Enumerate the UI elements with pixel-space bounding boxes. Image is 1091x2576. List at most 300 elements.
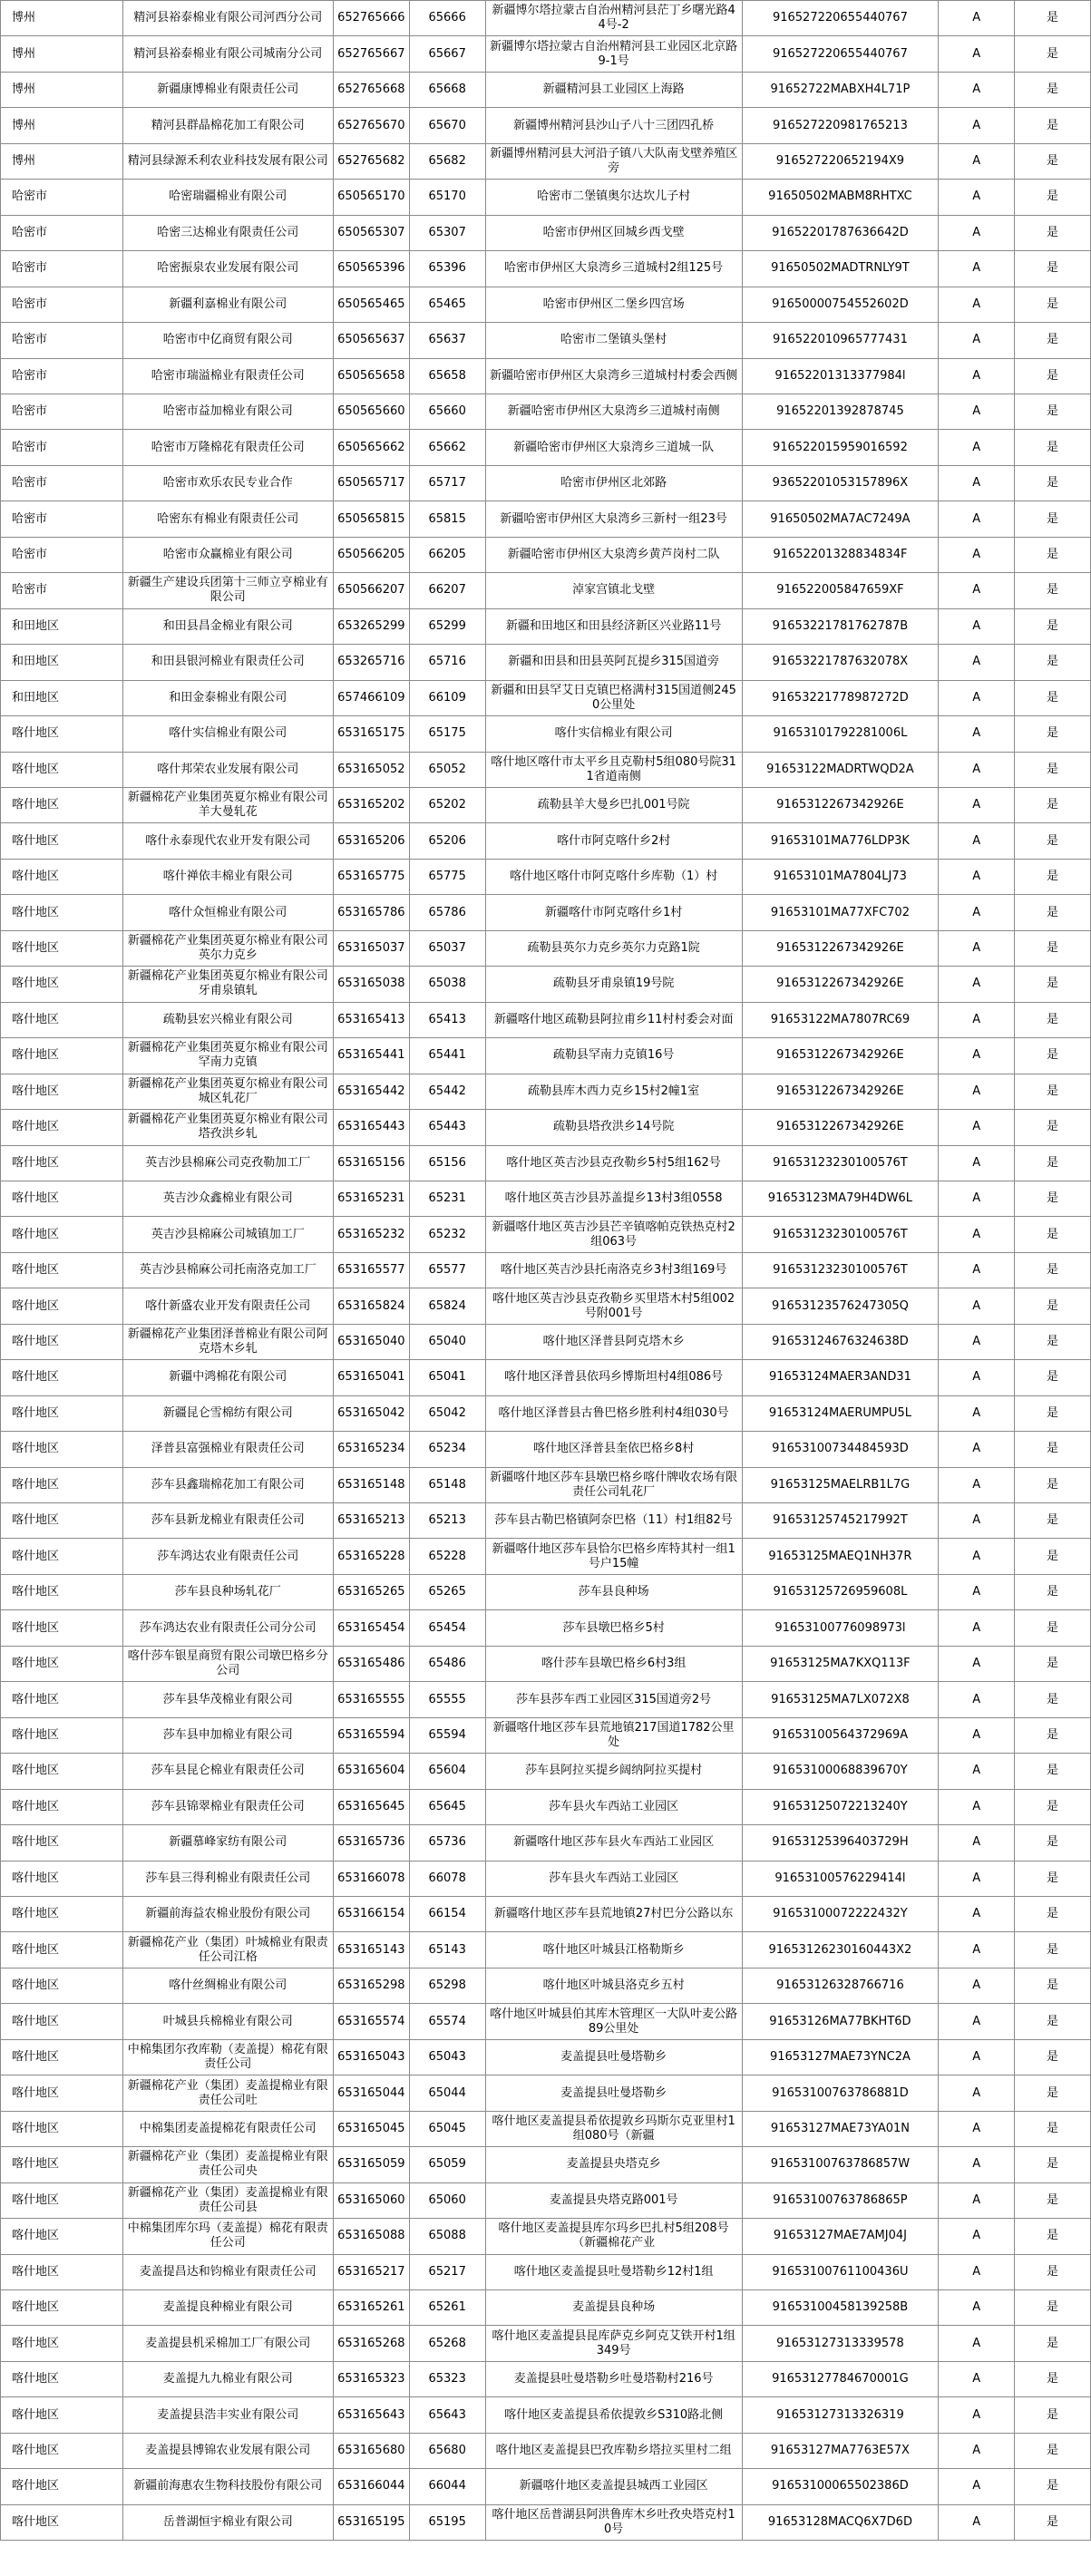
table-row	[1, 108, 1091, 143]
table-row	[1, 752, 1091, 787]
address-cell: 麦盖提县央塔克路001号	[485, 2182, 742, 2218]
region-cell: 博州	[1, 72, 123, 107]
code-cell: 653165443	[333, 1110, 409, 1145]
address-cell: 莎车县莎车西工业园区315国道旁2号	[485, 1682, 742, 1717]
short-code-cell: 65594	[409, 1717, 485, 1753]
company-name-cell: 新疆前海益农棉业股份有限公司	[122, 1897, 333, 1932]
code-cell: 653165195	[333, 2504, 409, 2540]
region-cell: 喀什地区	[1, 1968, 123, 2003]
address-cell: 莎车县火车西站工业园区	[485, 1789, 742, 1824]
flag-cell: 是	[1015, 2290, 1091, 2326]
region-cell: 喀什地区	[1, 2219, 123, 2254]
flag-cell: 是	[1015, 1432, 1091, 1467]
company-name-cell: 麦盖提县浩丰实业有限公司	[122, 2397, 333, 2433]
credit-code-cell: 91650502MA7AC7249A	[742, 501, 939, 537]
short-code-cell: 66205	[409, 537, 485, 572]
grade-cell: A	[939, 1324, 1015, 1359]
address-cell: 喀什地区麦盖提县希依提敦乡玛斯尔克亚里村1组080号（新疆	[485, 2111, 742, 2146]
short-code-cell: 65577	[409, 1252, 485, 1288]
flag-cell: 是	[1015, 752, 1091, 787]
short-code-cell: 65038	[409, 967, 485, 1002]
table-row	[1, 1110, 1091, 1145]
flag-cell: 是	[1015, 967, 1091, 1002]
region-cell: 博州	[1, 143, 123, 179]
credit-code-cell: 91650000754552602D	[742, 287, 939, 322]
flag-cell: 是	[1015, 2111, 1091, 2146]
table-row	[1, 1861, 1091, 1896]
code-cell: 653165143	[333, 1932, 409, 1968]
credit-code-cell: 91653100763786881D	[742, 2075, 939, 2111]
table-row	[1, 1610, 1091, 1646]
short-code-cell: 65441	[409, 1038, 485, 1074]
grade-cell: A	[939, 2147, 1015, 2182]
grade-cell: A	[939, 2290, 1015, 2326]
code-cell: 653165059	[333, 2147, 409, 2182]
company-name-cell: 新疆慕峰家纺有限公司	[122, 1825, 333, 1861]
credit-code-cell: 91653100072222432Y	[742, 1897, 939, 1932]
flag-cell: 是	[1015, 143, 1091, 179]
company-name-cell: 喀什莎车银星商贸有限公司墩巴格乡分公司	[122, 1646, 333, 1681]
code-cell: 653165045	[333, 2111, 409, 2146]
code-cell: 653165645	[333, 1789, 409, 1824]
credit-code-cell: 9165312267342926E	[742, 1074, 939, 1109]
grade-cell: A	[939, 358, 1015, 394]
address-cell: 新疆博州精河县沙山子八十三团四孔桥	[485, 108, 742, 143]
company-name-cell: 哈密瑞疆棉业有限公司	[122, 180, 333, 215]
code-cell: 652765667	[333, 36, 409, 72]
grade-cell: A	[939, 2111, 1015, 2146]
short-code-cell: 65645	[409, 1789, 485, 1824]
company-name-cell: 哈密市众赢棉业有限公司	[122, 537, 333, 572]
grade-cell: A	[939, 1074, 1015, 1109]
company-name-cell: 精河县群晶棉花加工有限公司	[122, 108, 333, 143]
address-cell: 莎车县古勒巴格镇阿奈巴格（11）村1组82号	[485, 1503, 742, 1539]
table-row	[1, 1968, 1091, 2003]
region-cell: 哈密市	[1, 537, 123, 572]
grade-cell: A	[939, 1717, 1015, 1753]
grade-cell: A	[939, 394, 1015, 429]
credit-code-cell: 91652201787636642D	[742, 215, 939, 250]
address-cell: 新疆喀什地区麦盖提县城西工业园区	[485, 2469, 742, 2504]
flag-cell: 是	[1015, 2504, 1091, 2540]
company-name-cell: 喀什永泰现代农业开发有限公司	[122, 823, 333, 859]
company-name-cell: 哈密东有棉业有限责任公司	[122, 501, 333, 537]
code-cell: 650565396	[333, 251, 409, 287]
credit-code-cell: 91653101MA77XFC702	[742, 895, 939, 930]
company-name-cell: 莎车县申加棉业有限公司	[122, 1717, 333, 1753]
flag-cell: 是	[1015, 465, 1091, 501]
company-name-cell: 新疆棉花产业（集团）麦盖提棉业有限责任公司县	[122, 2182, 333, 2218]
address-cell: 新疆喀什地区莎车县火车西站工业园区	[485, 1825, 742, 1861]
table-row	[1, 1789, 1091, 1824]
credit-code-cell: 91650502MADTRNLY9T	[742, 251, 939, 287]
code-cell: 653165043	[333, 2039, 409, 2075]
code-cell: 653165323	[333, 2361, 409, 2396]
code-cell: 653165052	[333, 752, 409, 787]
company-name-cell: 哈密市万隆棉花有限责任公司	[122, 430, 333, 465]
table-row	[1, 287, 1091, 322]
table-row	[1, 1395, 1091, 1431]
table-row	[1, 358, 1091, 394]
short-code-cell: 65042	[409, 1395, 485, 1431]
address-cell: 莎车县火车西站工业园区	[485, 1861, 742, 1896]
flag-cell: 是	[1015, 2469, 1091, 2504]
region-cell: 和田地区	[1, 608, 123, 644]
grade-cell: A	[939, 215, 1015, 250]
credit-code-cell: 916527220981765213	[742, 108, 939, 143]
short-code-cell: 65156	[409, 1145, 485, 1181]
flag-cell: 是	[1015, 1610, 1091, 1646]
credit-code-cell: 91653221787632078X	[742, 645, 939, 680]
short-code-cell: 65202	[409, 787, 485, 822]
credit-code-cell: 91653123576247305Q	[742, 1288, 939, 1324]
flag-cell: 是	[1015, 608, 1091, 644]
code-cell: 650566207	[333, 573, 409, 608]
company-name-cell: 喀什新盛农业开发有限责任公司	[122, 1288, 333, 1324]
table-row	[1, 1897, 1091, 1932]
credit-code-cell: 916527220652194X9	[742, 143, 939, 179]
grade-cell: A	[939, 2469, 1015, 2504]
address-cell: 喀什地区泽普县依玛乡博斯坦村4组086号	[485, 1360, 742, 1395]
address-cell: 喀什地区泽普县古鲁巴格乡胜利村4组030号	[485, 1395, 742, 1431]
credit-code-cell: 91653125072213240Y	[742, 1789, 939, 1824]
short-code-cell: 65323	[409, 2361, 485, 2396]
code-cell: 650565170	[333, 180, 409, 215]
short-code-cell: 65059	[409, 2147, 485, 2182]
short-code-cell: 65060	[409, 2182, 485, 2218]
flag-cell: 是	[1015, 108, 1091, 143]
table-row	[1, 1754, 1091, 1789]
company-name-cell: 疏勒县宏兴棉业有限公司	[122, 1002, 333, 1037]
code-cell: 653165148	[333, 1467, 409, 1502]
address-cell: 疏勒县羊大曼乡巴扎001号院	[485, 787, 742, 822]
region-cell: 喀什地区	[1, 2075, 123, 2111]
code-cell: 650565660	[333, 394, 409, 429]
flag-cell: 是	[1015, 1002, 1091, 1037]
short-code-cell: 65396	[409, 251, 485, 287]
region-cell: 喀什地区	[1, 1181, 123, 1216]
short-code-cell: 65232	[409, 1217, 485, 1252]
flag-cell: 是	[1015, 1897, 1091, 1932]
short-code-cell: 65666	[409, 1, 485, 36]
grade-cell: A	[939, 2504, 1015, 2540]
region-cell: 喀什地区	[1, 1861, 123, 1896]
grade-cell: A	[939, 1646, 1015, 1681]
address-cell: 喀什市阿克喀什乡2村	[485, 823, 742, 859]
credit-code-cell: 916522015959016592	[742, 430, 939, 465]
credit-code-cell: 91653100065502386D	[742, 2469, 939, 2504]
credit-code-cell: 91653126230160443X2	[742, 1932, 939, 1968]
short-code-cell: 66207	[409, 573, 485, 608]
code-cell: 653165202	[333, 787, 409, 822]
address-cell: 疏勒县牙甫泉镇19号院	[485, 967, 742, 1002]
credit-code-cell: 9165312267342926E	[742, 787, 939, 822]
grade-cell: A	[939, 2254, 1015, 2289]
credit-code-cell: 91653127MA7763E57X	[742, 2433, 939, 2468]
table-row	[1, 680, 1091, 715]
credit-code-cell: 91653127313339578	[742, 2326, 939, 2361]
grade-cell: A	[939, 823, 1015, 859]
table-row	[1, 2326, 1091, 2361]
region-cell: 喀什地区	[1, 1717, 123, 1753]
address-cell: 新疆和田地区和田县经济新区兴业路11号	[485, 608, 742, 644]
table-row	[1, 1825, 1091, 1861]
short-code-cell: 65574	[409, 2004, 485, 2039]
region-cell: 哈密市	[1, 287, 123, 322]
table-row	[1, 2147, 1091, 2182]
grade-cell: A	[939, 895, 1015, 930]
short-code-cell: 65307	[409, 215, 485, 250]
region-cell: 喀什地区	[1, 1646, 123, 1681]
grade-cell: A	[939, 1610, 1015, 1646]
short-code-cell: 65662	[409, 430, 485, 465]
address-cell: 喀什地区英吉沙县托南洛克乡3村3组169号	[485, 1252, 742, 1288]
grade-cell: A	[939, 1861, 1015, 1896]
region-cell: 喀什地区	[1, 1574, 123, 1609]
company-name-cell: 新疆昆仑雪棉纺有限公司	[122, 1395, 333, 1431]
flag-cell: 是	[1015, 323, 1091, 358]
company-name-cell: 莎车县鑫瑞棉花加工有限公司	[122, 1467, 333, 1502]
table-row	[1, 143, 1091, 179]
short-code-cell: 65088	[409, 2219, 485, 2254]
grade-cell: A	[939, 1754, 1015, 1789]
grade-cell: A	[939, 1002, 1015, 1037]
short-code-cell: 65299	[409, 608, 485, 644]
company-name-cell: 喀什禅依丰棉业有限公司	[122, 859, 333, 894]
credit-code-cell: 916527220655440767	[742, 36, 939, 72]
address-cell: 新疆博尔塔拉蒙古自治州精河县工业园区北京路9-1号	[485, 36, 742, 72]
grade-cell: A	[939, 967, 1015, 1002]
short-code-cell: 65442	[409, 1074, 485, 1109]
region-cell: 喀什地区	[1, 2147, 123, 2182]
code-cell: 653166154	[333, 1897, 409, 1932]
region-cell: 喀什地区	[1, 752, 123, 787]
table-row	[1, 394, 1091, 429]
credit-code-cell: 91653122MADRTWQD2A	[742, 752, 939, 787]
address-cell: 新疆喀什市阿克喀什乡1村	[485, 895, 742, 930]
company-name-cell: 喀什丝绸棉业有限公司	[122, 1968, 333, 2003]
address-cell: 喀什地区泽普县阿克塔木乡	[485, 1324, 742, 1359]
table-row	[1, 573, 1091, 608]
flag-cell: 是	[1015, 1467, 1091, 1502]
region-cell: 喀什地区	[1, 1288, 123, 1324]
grade-cell: A	[939, 323, 1015, 358]
credit-code-cell: 91653101MA776LDP3K	[742, 823, 939, 859]
table-row	[1, 1145, 1091, 1181]
grade-cell: A	[939, 1932, 1015, 1968]
region-cell: 喀什地区	[1, 1503, 123, 1539]
company-name-cell: 和田县昌金棉业有限公司	[122, 608, 333, 644]
region-cell: 哈密市	[1, 323, 123, 358]
region-cell: 哈密市	[1, 465, 123, 501]
address-cell: 新疆博尔塔拉蒙古自治州精河县茫丁乡曙光路44号-2	[485, 1, 742, 36]
address-cell: 喀什地区叶城县伯其库木管理区一大队叶麦公路89公里处	[485, 2004, 742, 2039]
address-cell: 疏勒县库木西力克乡15村2幢1室	[485, 1074, 742, 1109]
grade-cell: A	[939, 1252, 1015, 1288]
table-row	[1, 501, 1091, 537]
grade-cell: A	[939, 680, 1015, 715]
company-name-cell: 岳普湖恒宇棉业有限公司	[122, 2504, 333, 2540]
region-cell: 喀什地区	[1, 1932, 123, 1968]
table-row	[1, 1288, 1091, 1324]
region-cell: 喀什地区	[1, 967, 123, 1002]
flag-cell: 是	[1015, 2147, 1091, 2182]
table-row	[1, 823, 1091, 859]
flag-cell: 是	[1015, 1, 1091, 36]
short-code-cell: 65786	[409, 895, 485, 930]
credit-code-cell: 91653127MAE7AMJ04J	[742, 2219, 939, 2254]
table-row	[1, 787, 1091, 822]
region-cell: 喀什地区	[1, 1360, 123, 1395]
company-name-cell: 新疆棉花产业集团英夏尔棉业有限公司城区轧花厂	[122, 1074, 333, 1109]
table-row	[1, 1360, 1091, 1395]
company-name-cell: 新疆棉花产业集团英夏尔棉业有限公司罕南力克镇	[122, 1038, 333, 1074]
short-code-cell: 65195	[409, 2504, 485, 2540]
flag-cell: 是	[1015, 1682, 1091, 1717]
grade-cell: A	[939, 1360, 1015, 1395]
short-code-cell: 65045	[409, 2111, 485, 2146]
table-row	[1, 2111, 1091, 2146]
grade-cell: A	[939, 2039, 1015, 2075]
grade-cell: A	[939, 2075, 1015, 2111]
short-code-cell: 65413	[409, 1002, 485, 1037]
short-code-cell: 65206	[409, 823, 485, 859]
flag-cell: 是	[1015, 2219, 1091, 2254]
address-cell: 喀什地区麦盖提县希依提敦乡S310路北侧	[485, 2397, 742, 2433]
code-cell: 653165213	[333, 1503, 409, 1539]
table-row	[1, 251, 1091, 287]
flag-cell: 是	[1015, 1110, 1091, 1145]
short-code-cell: 65465	[409, 287, 485, 322]
address-cell: 喀什莎车县墩巴格乡6村3组	[485, 1646, 742, 1681]
company-name-cell: 中棉集团库尔玛（麦盖提）棉花有限责任公司	[122, 2219, 333, 2254]
address-cell: 麦盖提县吐曼塔勒乡	[485, 2039, 742, 2075]
table-row	[1, 716, 1091, 752]
table-row	[1, 2039, 1091, 2075]
company-name-cell: 精河县裕泰棉业有限公司河西分公司	[122, 1, 333, 36]
grade-cell: A	[939, 608, 1015, 644]
address-cell: 哈密市二堡镇头堡村	[485, 323, 742, 358]
company-name-cell: 新疆棉花产业集团泽普棉业有限公司阿克塔木乡轧	[122, 1324, 333, 1359]
address-cell: 新疆哈密市伊州区大泉湾乡黄芦岗村二队	[485, 537, 742, 572]
short-code-cell: 65775	[409, 859, 485, 894]
table-row	[1, 2254, 1091, 2289]
credit-code-cell: 91653100068839670Y	[742, 1754, 939, 1789]
credit-code-cell: 91653123230100576T	[742, 1217, 939, 1252]
credit-code-cell: 91653123MA79H4DW6L	[742, 1181, 939, 1216]
credit-code-cell: 91652201313377984l	[742, 358, 939, 394]
short-code-cell: 65604	[409, 1754, 485, 1789]
company-name-cell: 新疆生产建设兵团第十三师立亨棉业有限公司	[122, 573, 333, 608]
code-cell: 653165037	[333, 930, 409, 966]
code-cell: 653165156	[333, 1145, 409, 1181]
credit-code-cell: 91652722MABXH4L71P	[742, 72, 939, 107]
address-cell: 淖家宫镇北戈壁	[485, 573, 742, 608]
code-cell: 653165775	[333, 859, 409, 894]
region-cell: 博州	[1, 108, 123, 143]
address-cell: 喀什地区泽普县奎依巴格乡8村	[485, 1432, 742, 1467]
grade-cell: A	[939, 465, 1015, 501]
code-cell: 650565662	[333, 430, 409, 465]
flag-cell: 是	[1015, 1395, 1091, 1431]
address-cell: 新疆博州精河县大河沿子镇八大队南戈壁养殖区旁	[485, 143, 742, 179]
flag-cell: 是	[1015, 287, 1091, 322]
code-cell: 653165298	[333, 1968, 409, 2003]
code-cell: 653165643	[333, 2397, 409, 2433]
table-body	[1, 1, 1091, 2541]
region-cell: 喀什地区	[1, 895, 123, 930]
credit-code-cell: 91653100734484593D	[742, 1432, 939, 1467]
company-name-cell: 新疆棉花产业集团英夏尔棉业有限公司牙甫泉镇轧	[122, 967, 333, 1002]
short-code-cell: 65454	[409, 1610, 485, 1646]
flag-cell: 是	[1015, 430, 1091, 465]
company-name-cell: 新疆中鸿棉花有限公司	[122, 1360, 333, 1395]
region-cell: 博州	[1, 1, 123, 36]
address-cell: 麦盖提县央塔克乡	[485, 2147, 742, 2182]
short-code-cell: 65143	[409, 1932, 485, 1968]
address-cell: 麦盖提县吐曼塔勒乡	[485, 2075, 742, 2111]
grade-cell: A	[939, 1145, 1015, 1181]
grade-cell: A	[939, 1789, 1015, 1824]
address-cell: 喀什地区麦盖提县巴孜库勒乡塔拉买里村二组	[485, 2433, 742, 2468]
credit-code-cell: 91653125MAEQ1NH37R	[742, 1539, 939, 1574]
company-name-cell: 麦盖提县机采棉加工厂有限公司	[122, 2326, 333, 2361]
table-row	[1, 2182, 1091, 2218]
credit-code-cell: 91653125MAELRB1L7G	[742, 1467, 939, 1502]
credit-code-cell: 91653124MAER3AND31	[742, 1360, 939, 1395]
table-row	[1, 1, 1091, 36]
flag-cell: 是	[1015, 1360, 1091, 1395]
address-cell: 喀什地区麦盖提县吐曼塔勒乡12村1组	[485, 2254, 742, 2289]
grade-cell: A	[939, 1539, 1015, 1574]
table-row	[1, 537, 1091, 572]
table-row	[1, 1038, 1091, 1074]
flag-cell: 是	[1015, 215, 1091, 250]
code-cell: 650565465	[333, 287, 409, 322]
region-cell: 喀什地区	[1, 787, 123, 822]
grade-cell: A	[939, 36, 1015, 72]
address-cell: 新疆和田县和田县英阿瓦提乡315国道旁	[485, 645, 742, 680]
address-cell: 新疆和田县罕艾日克镇巴格满村315国道侧2450公里处	[485, 680, 742, 715]
address-cell: 莎车县墩巴格乡5村	[485, 1610, 742, 1646]
region-cell: 喀什地区	[1, 1002, 123, 1037]
code-cell: 652765670	[333, 108, 409, 143]
company-name-cell: 哈密三达棉业有限责任公司	[122, 215, 333, 250]
address-cell: 喀什地区麦盖提县昆库萨克乡阿克艾铁开村1组349号	[485, 2326, 742, 2361]
code-cell: 653165088	[333, 2219, 409, 2254]
short-code-cell: 65668	[409, 72, 485, 107]
region-cell: 喀什地区	[1, 1610, 123, 1646]
code-cell: 650565717	[333, 465, 409, 501]
flag-cell: 是	[1015, 394, 1091, 429]
code-cell: 653165261	[333, 2290, 409, 2326]
code-cell: 653165454	[333, 1610, 409, 1646]
credit-code-cell: 91653221778987272D	[742, 680, 939, 715]
region-cell: 喀什地区	[1, 1217, 123, 1252]
region-cell: 喀什地区	[1, 716, 123, 752]
table-row	[1, 2361, 1091, 2396]
credit-code-cell: 91652201392878745	[742, 394, 939, 429]
flag-cell: 是	[1015, 859, 1091, 894]
table-row	[1, 2004, 1091, 2039]
credit-code-cell: 91653124MAERUMPU5L	[742, 1395, 939, 1431]
short-code-cell: 65643	[409, 2397, 485, 2433]
code-cell: 653165231	[333, 1181, 409, 1216]
flag-cell: 是	[1015, 2254, 1091, 2289]
code-cell: 653165577	[333, 1252, 409, 1288]
short-code-cell: 65170	[409, 180, 485, 215]
credit-code-cell: 91653100763786857W	[742, 2147, 939, 2182]
